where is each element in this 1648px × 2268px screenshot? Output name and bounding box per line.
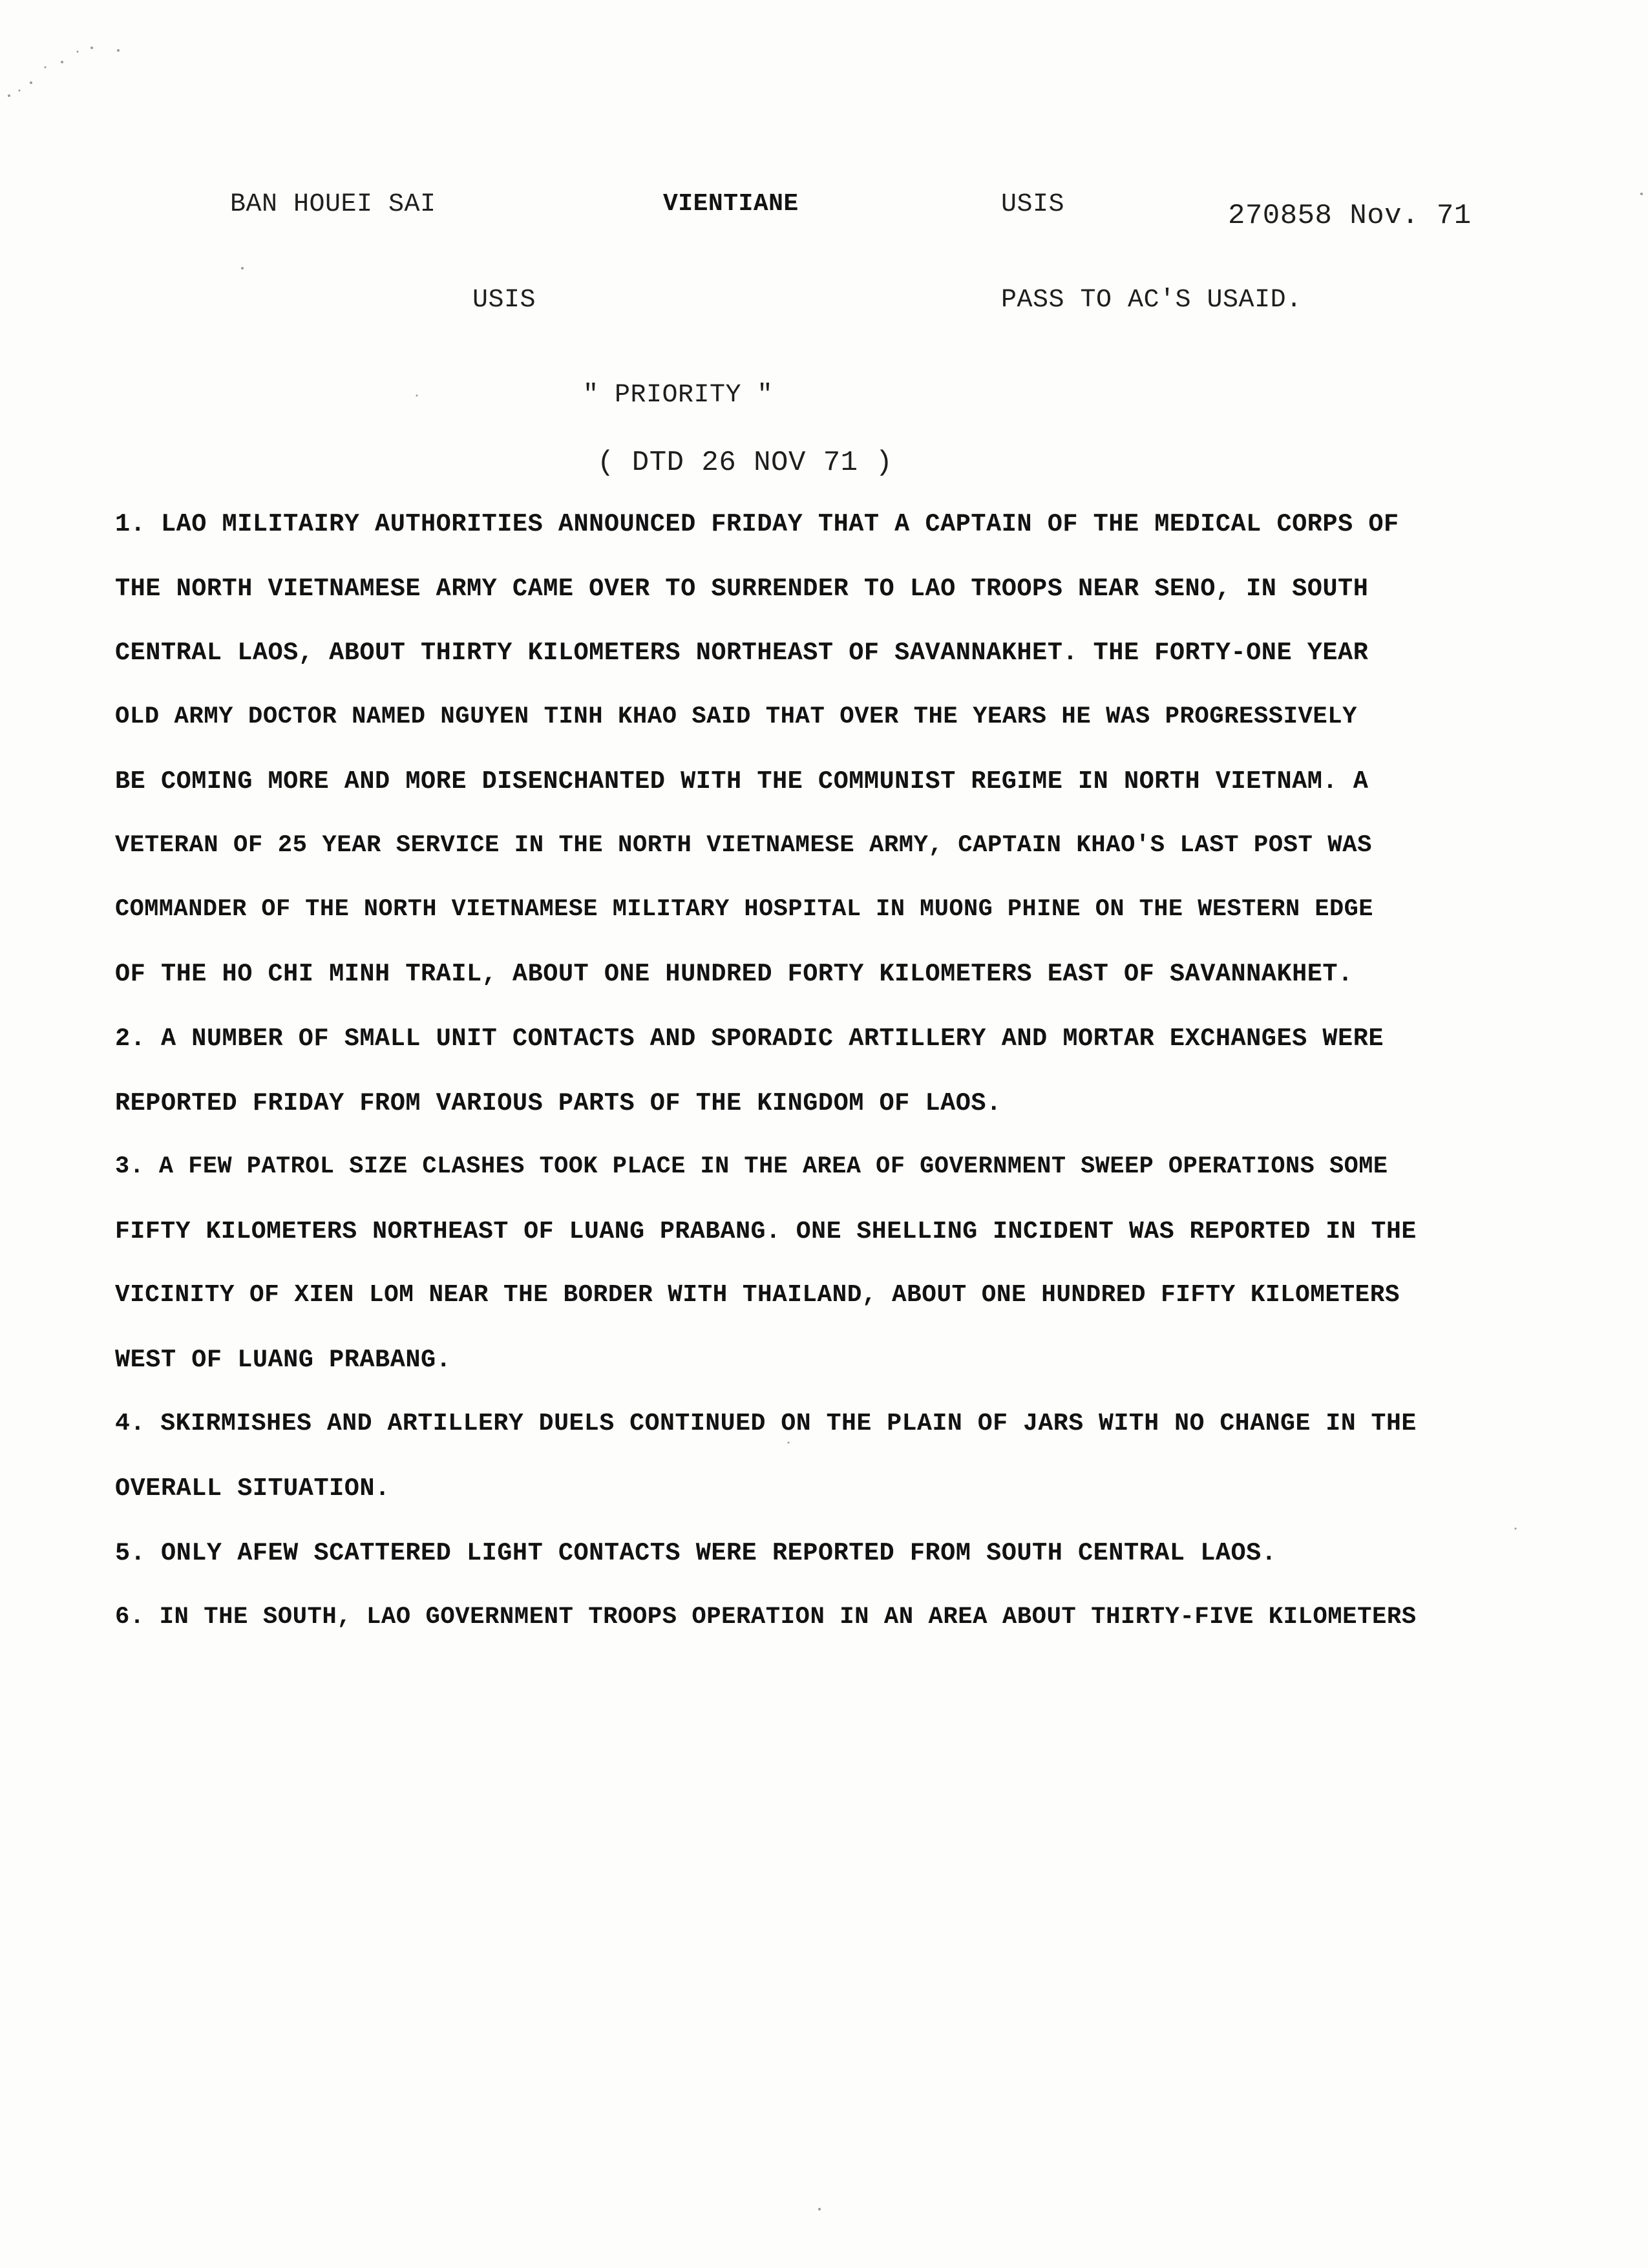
dated-label: ( DTD 26 NOV 71 ): [597, 447, 893, 479]
body-line-2: THE NORTH VIETNAMESE ARMY CAME OVER TO SURRENDER TO LAO TROOPS NEAR SENO, IN SOUTH: [115, 575, 1369, 603]
body-line-4: OLD ARMY DOCTOR NAMED NGUYEN TINH KHAO SAID THAT OVER THE YEARS HE WAS PROGRESSIVELY: [115, 703, 1358, 730]
precedence-label: " PRIORITY ": [583, 381, 774, 410]
body-line-9: 2. A NUMBER OF SMALL UNIT CONTACTS AND SPORADIC ARTILLERY AND MORTAR EXCHANGES WERE: [115, 1024, 1384, 1053]
body-line-1: 1. LAO MILITAIRY AUTHORITIES ANNOUNCED FRIDAY THAT A CAPTAIN OF THE MEDICAL CORPS OF: [115, 510, 1399, 538]
body-line-17: 5. ONLY AFEW SCATTERED LIGHT CONTACTS WERE REPORTED FROM SOUTH CENTRAL LAOS.: [115, 1539, 1277, 1567]
body-line-7: COMMANDER OF THE NORTH VIETNAMESE MILITARY HOSPITAL IN MUONG PHINE ON THE WESTERN EDGE: [115, 896, 1373, 923]
body-line-13: VICINITY OF XIEN LOM NEAR THE BORDER WITH THAILAND, ABOUT ONE HUNDRED FIFTY KILOMETERS: [115, 1282, 1400, 1309]
destination-station: VIENTIANE: [663, 190, 799, 218]
body-line-5: BE COMING MORE AND MORE DISENCHANTED WITH THE COMMUNIST REGIME IN NORTH VIETNAM. A: [115, 767, 1369, 796]
body-line-12: FIFTY KILOMETERS NORTHEAST OF LUANG PRABANG. ONE SHELLING INCIDENT WAS REPORTED IN THE: [115, 1218, 1417, 1245]
body-line-8: OF THE HO CHI MINH TRAIL, ABOUT ONE HUNDRED FORTY KILOMETERS EAST OF SAVANNAKHET.: [115, 960, 1353, 988]
body-line-15: 4. SKIRMISHES AND ARTILLERY DUELS CONTINUED ON THE PLAIN OF JARS WITH NO CHANGE IN THE: [115, 1410, 1417, 1437]
date-time-group: 270858 Nov. 71: [1228, 200, 1472, 232]
body-line-3: CENTRAL LAOS, ABOUT THIRTY KILOMETERS NORTHEAST OF SAVANNAKHET. THE FORTY-ONE YEAR: [115, 639, 1369, 667]
agency-label: USIS: [1001, 190, 1065, 219]
origin-station: BAN HOUEI SAI: [230, 190, 436, 219]
body-line-10: REPORTED FRIDAY FROM VARIOUS PARTS OF THE KINGDOM OF LAOS.: [115, 1089, 1002, 1118]
body-line-14: WEST OF LUANG PRABANG.: [115, 1346, 452, 1374]
addressee-label: USIS: [472, 286, 536, 315]
body-line-11: 3. A FEW PATROL SIZE CLASHES TOOK PLACE IN THE AREA OF GOVERNMENT SWEEP OPERATIONS SOME: [115, 1153, 1388, 1180]
body-line-18: 6. IN THE SOUTH, LAO GOVERNMENT TROOPS OPERATION IN AN AREA ABOUT THIRTY-FIVE KILOMETERS: [115, 1604, 1417, 1631]
routing-instruction: PASS TO AC'S USAID.: [1001, 286, 1302, 315]
body-line-16: OVERALL SITUATION.: [115, 1474, 390, 1503]
body-line-6: VETERAN OF 25 YEAR SERVICE IN THE NORTH VIETNAMESE ARMY, CAPTAIN KHAO'S LAST POST WAS: [115, 832, 1372, 859]
